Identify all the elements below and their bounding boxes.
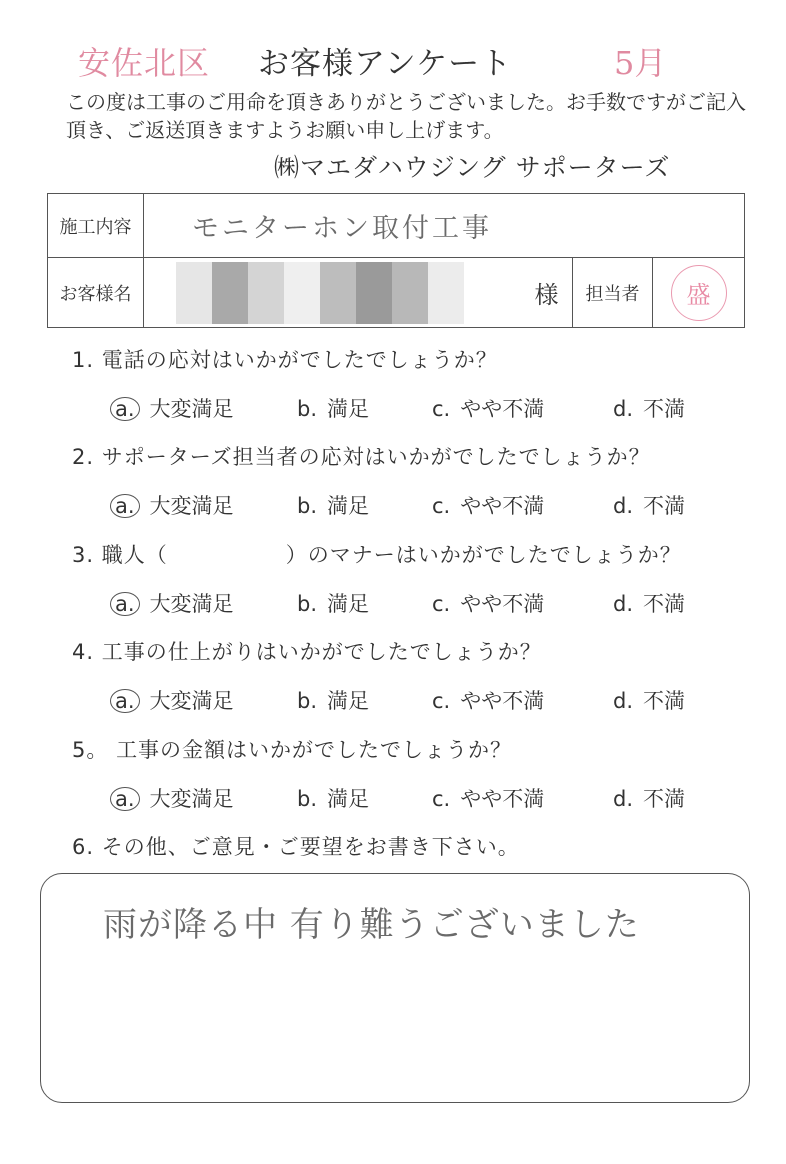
q5-option-a[interactable] — [115, 783, 234, 813]
question-number: 6. — [72, 835, 95, 859]
question-number: 2. — [72, 445, 95, 469]
option-label: やや不満 — [460, 787, 545, 811]
option-letter: c. — [432, 689, 451, 713]
option-letter: c. — [432, 494, 451, 518]
question-text-before: 職人（ — [101, 543, 168, 567]
staff-label: 担当者 — [573, 258, 653, 327]
q2-option-c[interactable] — [432, 490, 544, 520]
option-letter: b. — [297, 787, 318, 811]
option-label: やや不満 — [460, 397, 545, 421]
question-text: サポーターズ担当者の応対はいかがでしたでしょうか？ — [101, 445, 651, 469]
option-letter: d. — [613, 592, 634, 616]
q3-option-c[interactable] — [432, 588, 544, 618]
question-1 — [72, 344, 498, 374]
month-handwritten: 5月 — [614, 44, 667, 82]
option-letter: c. — [432, 787, 451, 811]
option-letter: c. — [432, 397, 451, 421]
work-value-cell — [144, 194, 744, 258]
customer-label: お客様名 — [48, 258, 144, 327]
q2-option-d[interactable] — [613, 490, 685, 520]
honorific-sama: 様 — [521, 258, 573, 327]
question-text: 電話の応対はいかがでしたでしょうか？ — [101, 348, 498, 372]
q5-option-d[interactable] — [613, 783, 685, 813]
option-label: 大変満足 — [149, 397, 234, 421]
customer-name-redacted — [176, 262, 464, 324]
q1-option-d[interactable] — [613, 393, 685, 423]
q4-option-b[interactable] — [297, 685, 369, 715]
circled-answer-icon: a. — [110, 592, 140, 616]
question-number: 1. — [72, 348, 95, 372]
option-label: 不満 — [643, 397, 686, 421]
question-2 — [72, 441, 651, 471]
option-letter: d. — [613, 397, 634, 421]
option-label: やや不満 — [460, 689, 545, 713]
comment-box[interactable] — [40, 873, 750, 1103]
option-label: 不満 — [643, 787, 686, 811]
option-label: 満足 — [327, 592, 370, 616]
question-number: 4. — [72, 640, 95, 664]
q1-option-a[interactable] — [115, 393, 234, 423]
q3-option-a[interactable] — [115, 588, 234, 618]
work-value: モニターホン取付工事 — [192, 213, 492, 244]
option-label: 満足 — [327, 689, 370, 713]
comment-handwritten: 雨が降る中 有り難うございました — [103, 905, 640, 945]
question-6 — [72, 831, 520, 861]
q4-option-d[interactable] — [613, 685, 685, 715]
circled-answer-icon: a. — [110, 787, 140, 811]
q1-option-b[interactable] — [297, 393, 369, 423]
option-letter: b. — [297, 494, 318, 518]
question-number: 3. — [72, 543, 95, 567]
option-label: 満足 — [327, 397, 370, 421]
question-text: 工事の金額はいかがでしたでしょうか？ — [116, 738, 513, 762]
option-label: 満足 — [327, 494, 370, 518]
option-label: 不満 — [643, 592, 686, 616]
intro-text: この度は工事のご用命を頂きありがとうございました。お手数ですがご記入頂き、ご返送頂きますようお願い申し上げます。 — [66, 90, 746, 142]
circled-answer-icon: a. — [110, 397, 140, 421]
q2-option-b[interactable] — [297, 490, 369, 520]
option-label: 大変満足 — [149, 494, 234, 518]
question-text: その他、ご意見・ご要望をお書き下さい。 — [101, 835, 520, 859]
question-3 — [72, 539, 682, 569]
question-4 — [72, 636, 542, 666]
option-letter: b. — [297, 397, 318, 421]
option-label: 大変満足 — [149, 787, 234, 811]
q2-option-a[interactable] — [115, 490, 234, 520]
info-table — [47, 193, 745, 328]
option-letter: d. — [613, 494, 634, 518]
option-label: やや不満 — [460, 494, 545, 518]
question-5 — [72, 734, 512, 764]
staff-stamp: 盛 — [671, 265, 727, 321]
option-letter: b. — [297, 592, 318, 616]
staff-stamp-cell — [653, 258, 744, 327]
q4-option-c[interactable] — [432, 685, 544, 715]
option-letter: d. — [613, 689, 634, 713]
q1-option-c[interactable] — [432, 393, 544, 423]
ward-handwritten: 安佐北区 — [78, 44, 211, 82]
company-name: ㈱マエダハウジング サポーターズ — [274, 153, 671, 182]
question-text: 工事の仕上がりはいかがでしたでしょうか？ — [101, 640, 542, 664]
option-label: やや不満 — [460, 592, 545, 616]
survey-title: お客様アンケート — [258, 46, 513, 82]
option-label: 満足 — [327, 787, 370, 811]
option-letter: b. — [297, 689, 318, 713]
customer-name-field — [144, 258, 521, 327]
q5-option-c[interactable] — [432, 783, 544, 813]
option-label: 大変満足 — [149, 689, 234, 713]
q5-option-b[interactable] — [297, 783, 369, 813]
option-label: 不満 — [643, 689, 686, 713]
circled-answer-icon: a. — [110, 494, 140, 518]
question-text-after: ）のマナーはいかがでしたでしょうか？ — [285, 543, 682, 567]
option-letter: c. — [432, 592, 451, 616]
circled-answer-icon: a. — [110, 689, 140, 713]
q3-option-d[interactable] — [613, 588, 685, 618]
q4-option-a[interactable] — [115, 685, 234, 715]
q3-option-b[interactable] — [297, 588, 369, 618]
option-letter: d. — [613, 787, 634, 811]
question-number: 5。 — [72, 738, 109, 762]
work-label: 施工内容 — [48, 194, 144, 258]
option-label: 大変満足 — [149, 592, 234, 616]
option-label: 不満 — [643, 494, 686, 518]
